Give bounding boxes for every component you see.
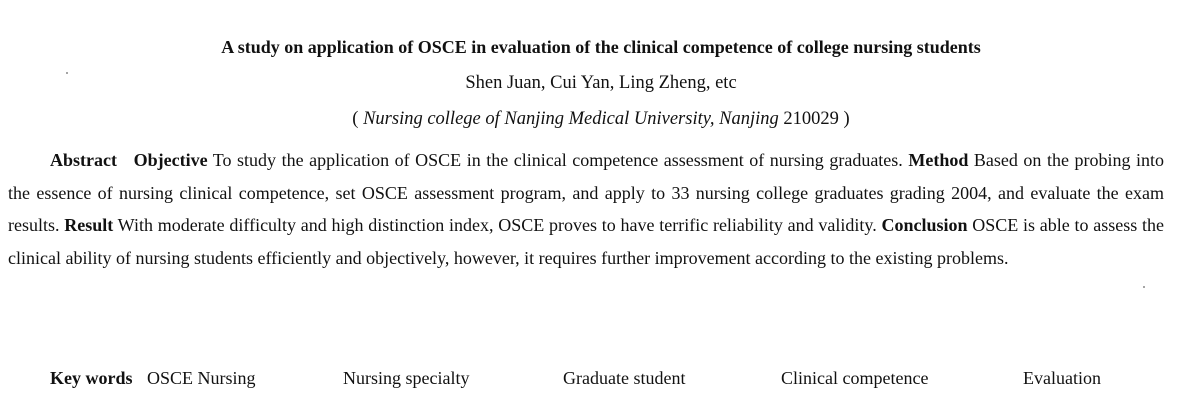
objective-text: To study the application of OSCE in the clinical competence assessment of nursing graduates. <box>207 150 909 170</box>
method-text: Based on the probing into the essence of nursing clinical competence, set OSCE assessment program, and apply to 33 nursing college graduates grading 2004, and evaluate the exam results. <box>8 150 1164 236</box>
keyword-item: OSCE Nursing <box>147 368 256 388</box>
scan-speck <box>66 72 68 74</box>
keyword-item: Clinical competence <box>781 368 929 388</box>
keywords-line <box>50 365 1190 391</box>
method-label: Method <box>908 150 969 170</box>
affiliation-institution: Nursing college of Nanjing Medical University, Nanjing <box>363 109 779 129</box>
author-list: Shen Juan, Cui Yan, Ling Zheng, etc <box>465 73 737 93</box>
abstract-paragraph <box>8 144 1164 275</box>
paper-title: A study on application of OSCE in evaluation of the clinical competence of college nursing students <box>221 37 981 57</box>
affiliation <box>0 107 1202 131</box>
result-text: With moderate difficulty and high distinction index, OSCE proves to have terrific reliability and validity. <box>113 215 882 236</box>
affiliation-postal: 210029 ) <box>778 109 850 129</box>
objective-label: Objective <box>133 150 208 170</box>
scan-speck <box>1143 286 1145 288</box>
result-label: Result <box>64 215 114 236</box>
keywords-label: Key words <box>50 368 133 388</box>
keyword-item: Evaluation <box>1023 368 1101 388</box>
keyword-item: Nursing specialty <box>343 368 470 388</box>
affiliation-open: ( <box>352 109 364 129</box>
abstract-label: Abstract <box>50 150 117 170</box>
conclusion-label: Conclusion <box>881 215 968 236</box>
keyword-item: Graduate student <box>563 368 686 388</box>
conclusion-text: OSCE is able to assess the clinical ability of nursing students efficiently and objectively, however, it requires further improvement according to the existing problems. <box>8 215 1165 269</box>
